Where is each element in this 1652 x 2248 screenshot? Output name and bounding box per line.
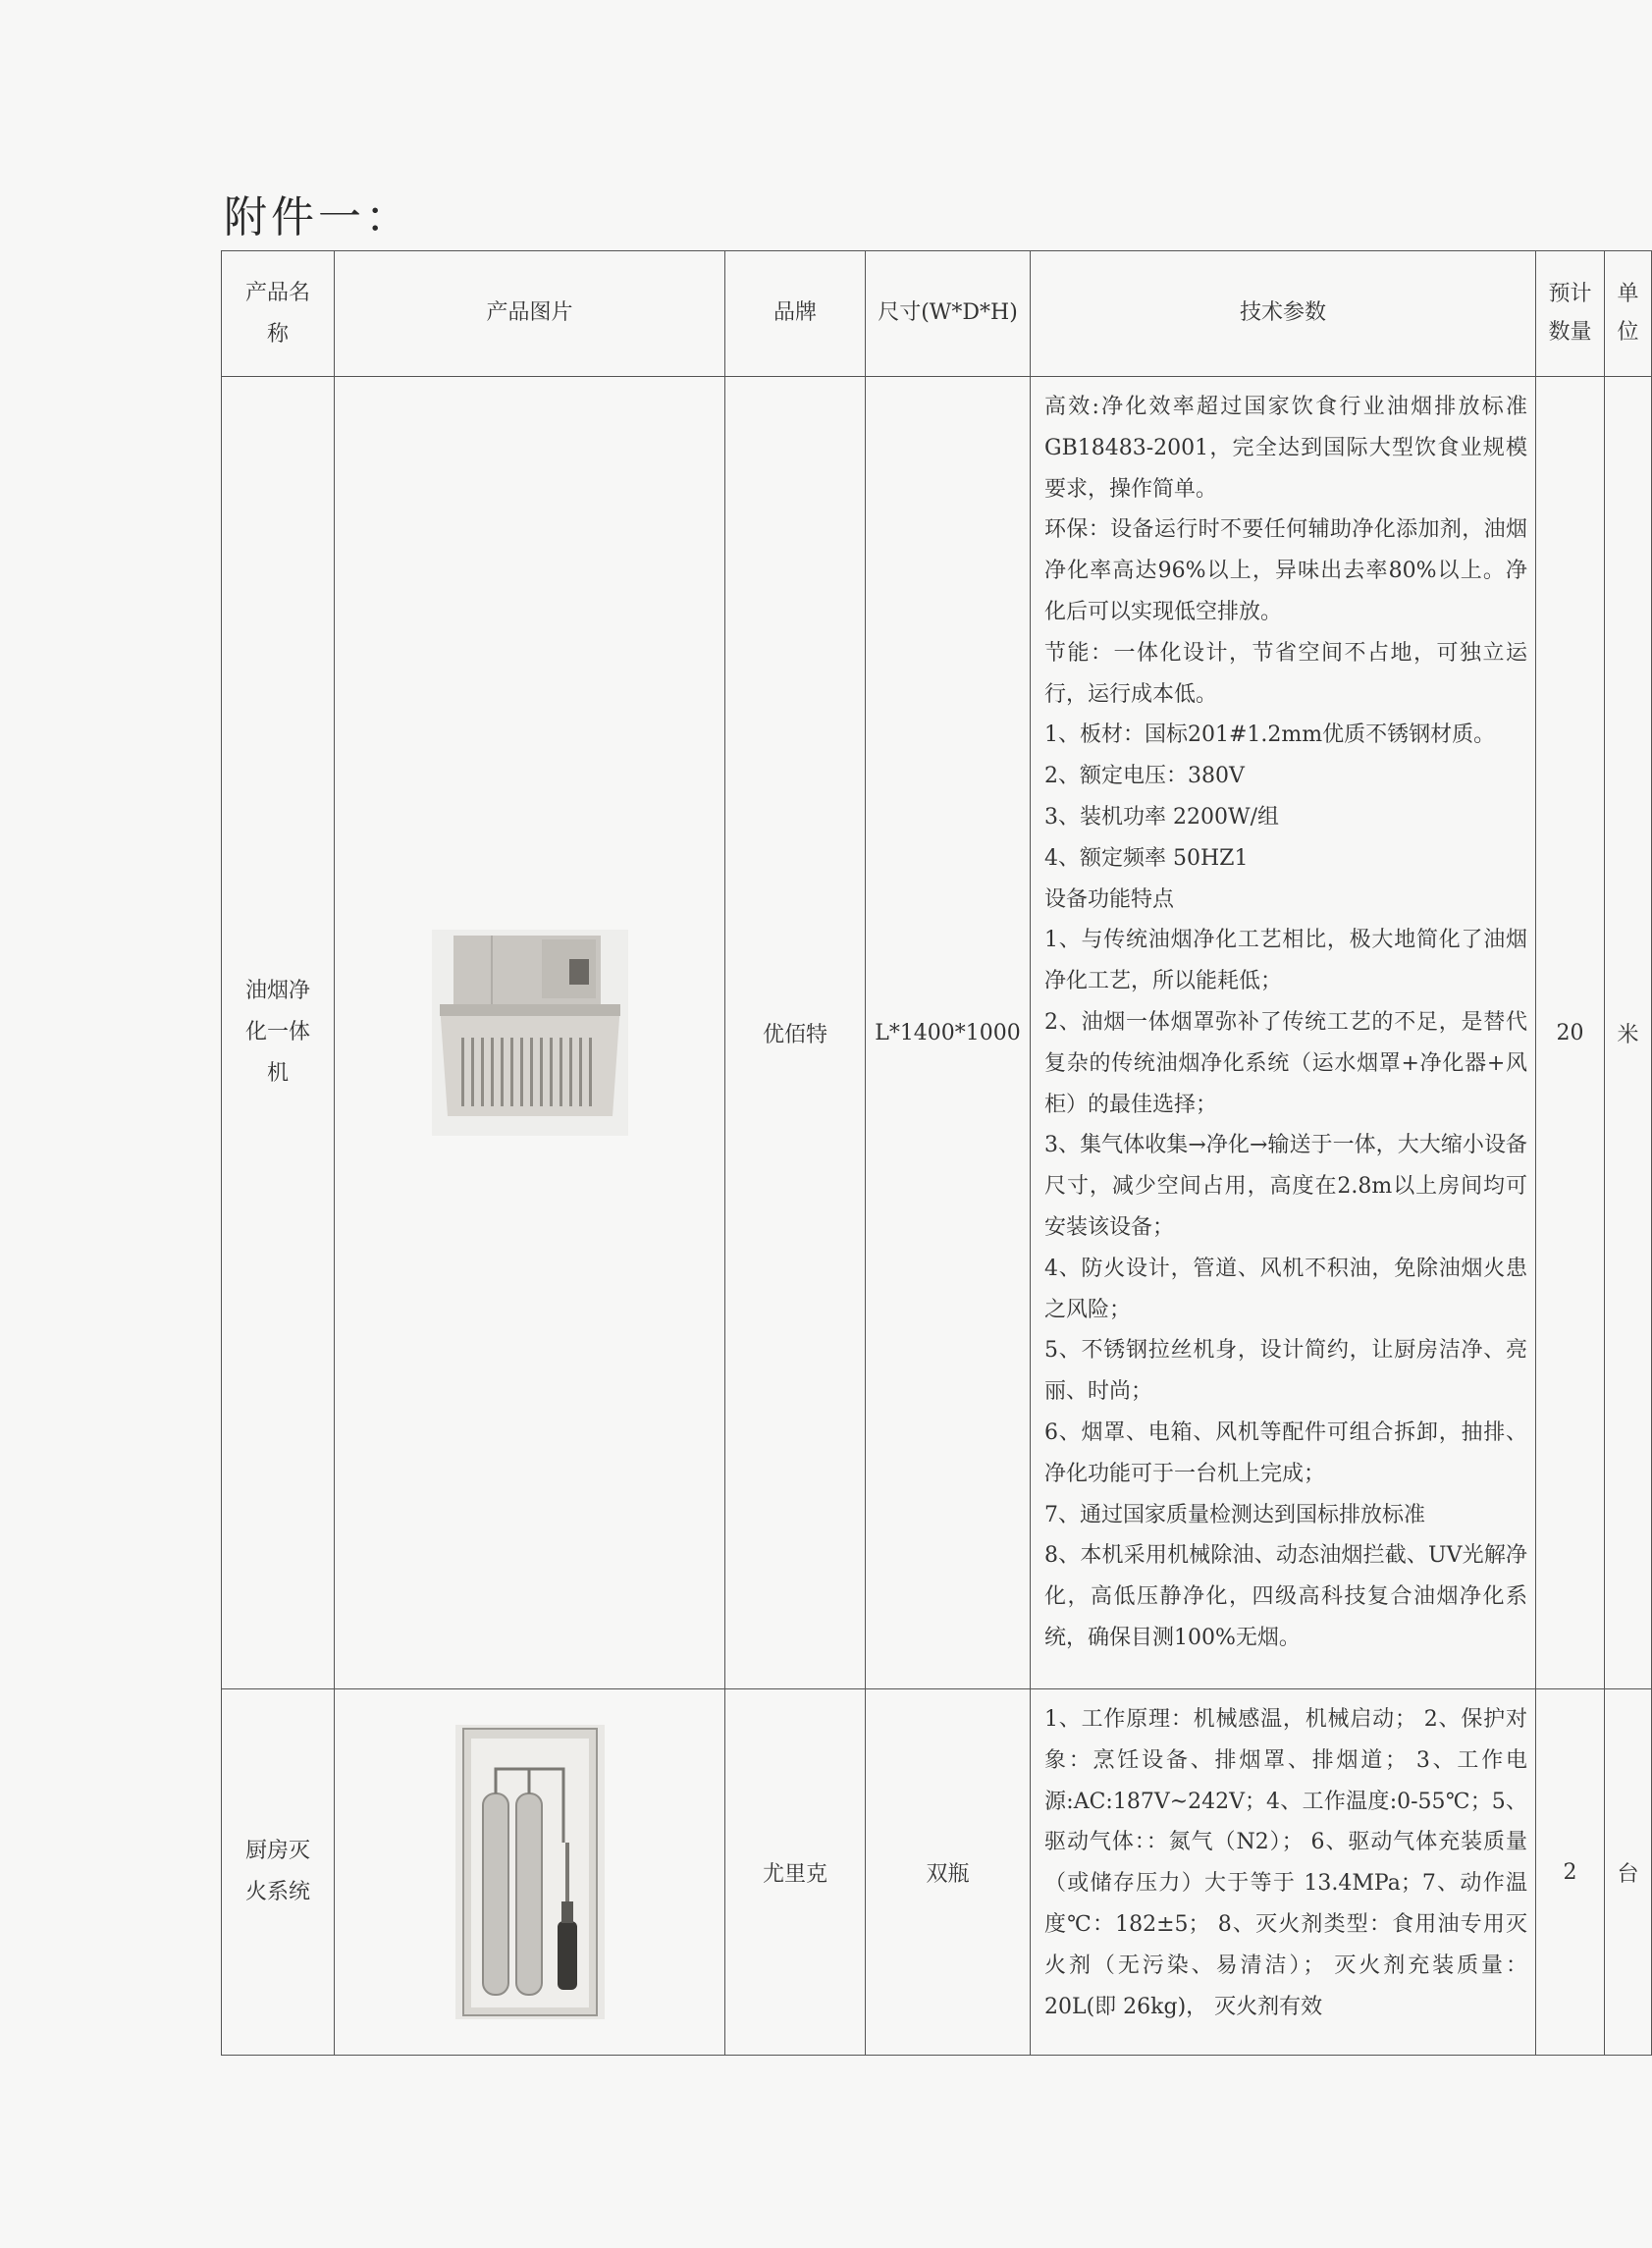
brand-cell: 尤里克: [725, 1689, 866, 2056]
product-image-cell: [335, 1689, 725, 2056]
tech-line: 高效:净化效率超过国家饮食行业油烟排放标准GB18483-2001，完全达到国际大型饮食业规模要求，操作简单。: [1044, 395, 1527, 502]
tech-line: 2、额定电压：380V: [1044, 764, 1245, 789]
tech-line: 6、烟罩、电箱、风机等配件可组合拆卸，抽排、净化功能可于一台机上完成；: [1044, 1419, 1527, 1486]
tech-params-cell: [1031, 377, 1536, 1689]
qty-cell: 2: [1536, 1689, 1605, 2056]
product-name-cell: 油烟净化一体机: [222, 377, 335, 1689]
tech-line: 1、工作原理：机械感温，机械启动； 2、保护对象：烹饪设备、排烟罩、排烟道； 3、工作电源:AC:187V~242V；4、工作温度:0-55℃；5、驱动气体：：氮气（N2）； 6、驱动气体充装质量（或储存压力）大于等于 13.4MPa；7、动作温度℃：182±5； 8、灭火剂类型：食用油专用灭火剂（无污染、易清洁）； 灭火剂充装质量：20L(即 26kg)， 灭火剂有效: [1044, 1707, 1527, 2019]
tech-line: 7、通过国家质量检测达到国标排放标准: [1044, 1502, 1425, 1527]
unit-cell: 米: [1605, 377, 1652, 1689]
header-qty: 预计数量: [1536, 251, 1605, 377]
size-cell: 双瓶: [866, 1689, 1031, 2056]
tech-line: 2、油烟一体烟罩弥补了传统工艺的不足，是替代复杂的传统油烟净化系统（运水烟罩+净化器+风柜）的最佳选择；: [1044, 1009, 1527, 1117]
header-brand: 品牌: [725, 251, 866, 377]
product-table: [221, 250, 1652, 2056]
unit-cell: 台: [1605, 1689, 1652, 2056]
tech-line: 1、板材：国标201#1.2mm优质不锈钢材质。: [1044, 723, 1496, 748]
tech-line: 4、额定频率 50HZ1: [1044, 845, 1249, 871]
tech-line: 4、防火设计，管道、风机不积油，免除油烟火患之风险；: [1044, 1256, 1527, 1322]
brand-cell: 优佰特: [725, 377, 866, 1689]
header-size: 尺寸(W*D*H): [866, 251, 1031, 377]
tech-line: 1、与传统油烟净化工艺相比，极大地简化了油烟净化工艺，所以能耗低；: [1044, 928, 1527, 994]
header-name: 产品名称: [222, 251, 335, 377]
table-row: [222, 377, 1652, 1689]
fire-suppression-image: [455, 1725, 605, 2019]
tech-line: 3、集气体收集→净化→输送于一体，大大缩小设备尺寸，减少空间占用，高度在2.8m以上房间均可安装该设备；: [1044, 1133, 1527, 1240]
table-row: [222, 1689, 1652, 2056]
product-name-cell: 厨房灭火系统: [222, 1689, 335, 2056]
product-image-cell: [335, 377, 725, 1689]
header-unit: 单位: [1605, 251, 1652, 377]
tech-line: 8、本机采用机械除油、动态油烟拦截、UV光解净化，高低压静净化，四级高科技复合油烟净化系统，确保目测100%无烟。: [1044, 1543, 1527, 1650]
tech-params-cell: [1031, 1689, 1536, 2056]
table-header-row: [222, 251, 1652, 377]
tech-line: 5、不锈钢拉丝机身，设计简约，让厨房洁净、亮丽、时尚；: [1044, 1338, 1527, 1405]
size-cell: L*1400*1000: [866, 377, 1031, 1689]
range-hood-image: [432, 930, 628, 1136]
header-image: 产品图片: [335, 251, 725, 377]
tech-line: 3、装机功率 2200W/组: [1044, 804, 1280, 830]
tech-line: 环保：设备运行时不要任何辅助净化添加剂，油烟净化率高达96%以上，异味出去率80%以上。净化后可以实现低空排放。: [1044, 517, 1527, 624]
tech-line: 设备功能特点: [1044, 886, 1175, 912]
header-tech: 技术参数: [1031, 251, 1536, 377]
page-title: 附件一：: [224, 192, 412, 242]
tech-line: 节能：一体化设计，节省空间不占地，可独立运行，运行成本低。: [1044, 640, 1527, 707]
qty-cell: 20: [1536, 377, 1605, 1689]
